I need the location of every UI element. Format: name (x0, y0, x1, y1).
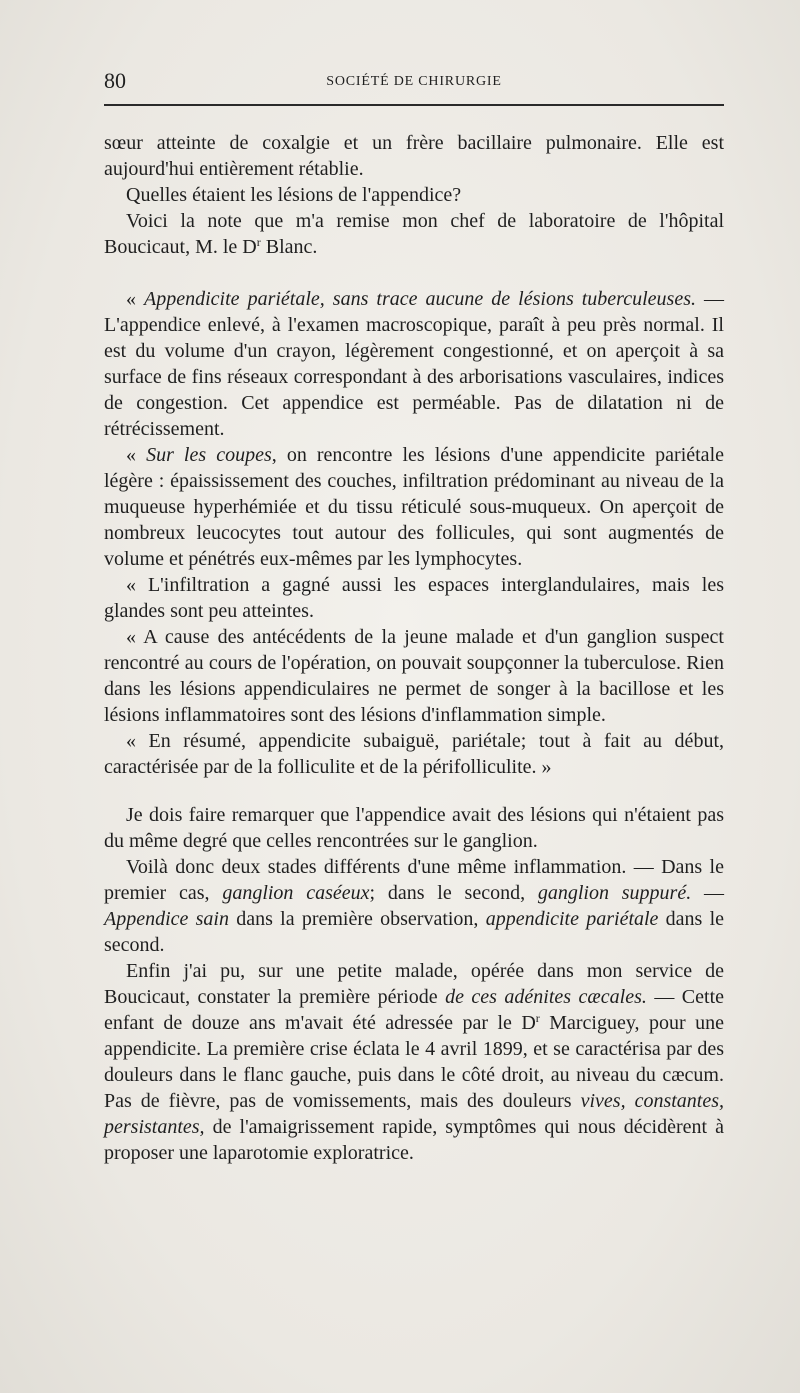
p10-italic-1: ganglion caséeux (222, 882, 370, 904)
p3-text-a: Voici la note que m'a remise mon chef de laboratoire de l'hôpital Boucicaut, M. le D (104, 210, 724, 258)
p11-text-a: Enfin j'ai pu, sur une petite malade, opérée dans mon service de Boucicaut, constater la première période (104, 960, 724, 1008)
paragraph-10 (104, 854, 724, 958)
p10-text-d: dans la première observation, (229, 908, 486, 930)
body-text (104, 130, 724, 1166)
p11-text-b: — Cette enfant de douze ans m'avait été adressée par le D (104, 986, 724, 1034)
p10-text-a: Voilà donc deux stades différents d'une même inflammation. — Dans le premier cas, (104, 856, 724, 904)
header-rule (104, 104, 724, 106)
paragraph-2: Quelles étaient les lésions de l'appendice? (126, 184, 462, 206)
page-number: 80 (104, 68, 126, 93)
p10-italic-3: Appendice sain (104, 908, 229, 930)
p10-text-c: — (691, 882, 725, 904)
p11-text-d: de l'amaigrissement rapide, symptômes qui nous décidèrent à proposer une laparotomie exploratrice. (104, 1116, 724, 1164)
paragraph-4 (104, 286, 724, 442)
p4-quote-open: « (126, 288, 145, 310)
paragraph-9: Je dois faire remarquer que l'appendice avait des lésions qui n'étaient pas du même degré que celles rencontrées sur le ganglion. (104, 804, 724, 852)
p5-italic: Sur les coupes (146, 444, 272, 466)
p10-text-e: dans le second. (104, 908, 725, 956)
p3-superscript: r (256, 235, 261, 249)
paragraph-6: « L'infiltration a gagné aussi les espaces interglandulaires, mais les glandes sont peu atteintes. (104, 574, 724, 622)
page-header (104, 66, 724, 100)
p5-quote-open: « (126, 444, 147, 466)
paragraph-11 (104, 958, 724, 1166)
p11-superscript: r (535, 1011, 540, 1025)
p10-italic-4: appendicite pariétale (485, 908, 659, 930)
paragraph-7: « A cause des antécédents de la jeune malade et d'un ganglion suspect rencontré au cours de l'opération, on pouvait soupçonner la tuberculose. Rien dans les lésions appendiculaires ne permet de songer à la bacillose et les lésions inflammatoires sont des lésions d'inflammation simple. (104, 626, 724, 726)
p11-text-c: Marciguey, pour une appendicite. La première crise éclata le 4 avril 1899, et se caractérisa par des douleurs dans le flanc gauche, puis dans le côté droit, au niveau du cæcum. Pas de fièvre, pas de vomissements, mais des douleurs (104, 1012, 724, 1112)
p4-italic-title: Appendicite pariétale, sans trace aucune de lésions tuberculeuses. (144, 288, 696, 310)
p10-text-b: ; dans le second, (369, 882, 538, 904)
p11-italic-2: vives, constantes, persistantes, (104, 1090, 725, 1138)
paragraph-5 (104, 442, 724, 572)
paragraph-3 (104, 208, 724, 260)
p5-text: , on rencontre les lésions d'une appendicite pariétale légère : épaississement des couches, infiltration prédominant au niveau de la muqueuse hyperhémiée et du tissu réticulé sous-muqueux. On aperçoit de nombreux leucocytes tout autour des follicules, qui sont augmentés de volume et pénétrés eux-mêmes par les lymphocytes. (104, 444, 724, 570)
p4-text: — L'appendice enlevé, à l'examen macroscopique, paraît à peu près normal. Il est du volume d'un crayon, légèrement congestionné, et on aperçoit à sa surface de fins réseaux correspondant à des arborisations vasculaires, indices de congestion. Cet appendice est perméable. Pas de dilatation ni de rétrécissement. (104, 288, 725, 440)
p3-text-b: Blanc. (260, 236, 318, 258)
paragraph-8: « En résumé, appendicite subaiguë, pariétale; tout à fait au début, caractérisée par de la folliculite et de la périfolliculite. » (104, 730, 724, 778)
running-title: SOCIÉTÉ DE CHIRURGIE (326, 74, 502, 89)
paragraph-1: sœur atteinte de coxalgie et un frère bacillaire pulmonaire. Elle est aujourd'hui entièrement rétablie. (104, 132, 724, 180)
p10-italic-2: ganglion suppuré. (537, 882, 692, 904)
p11-italic-1: de ces adénites cæcales. (445, 986, 647, 1008)
